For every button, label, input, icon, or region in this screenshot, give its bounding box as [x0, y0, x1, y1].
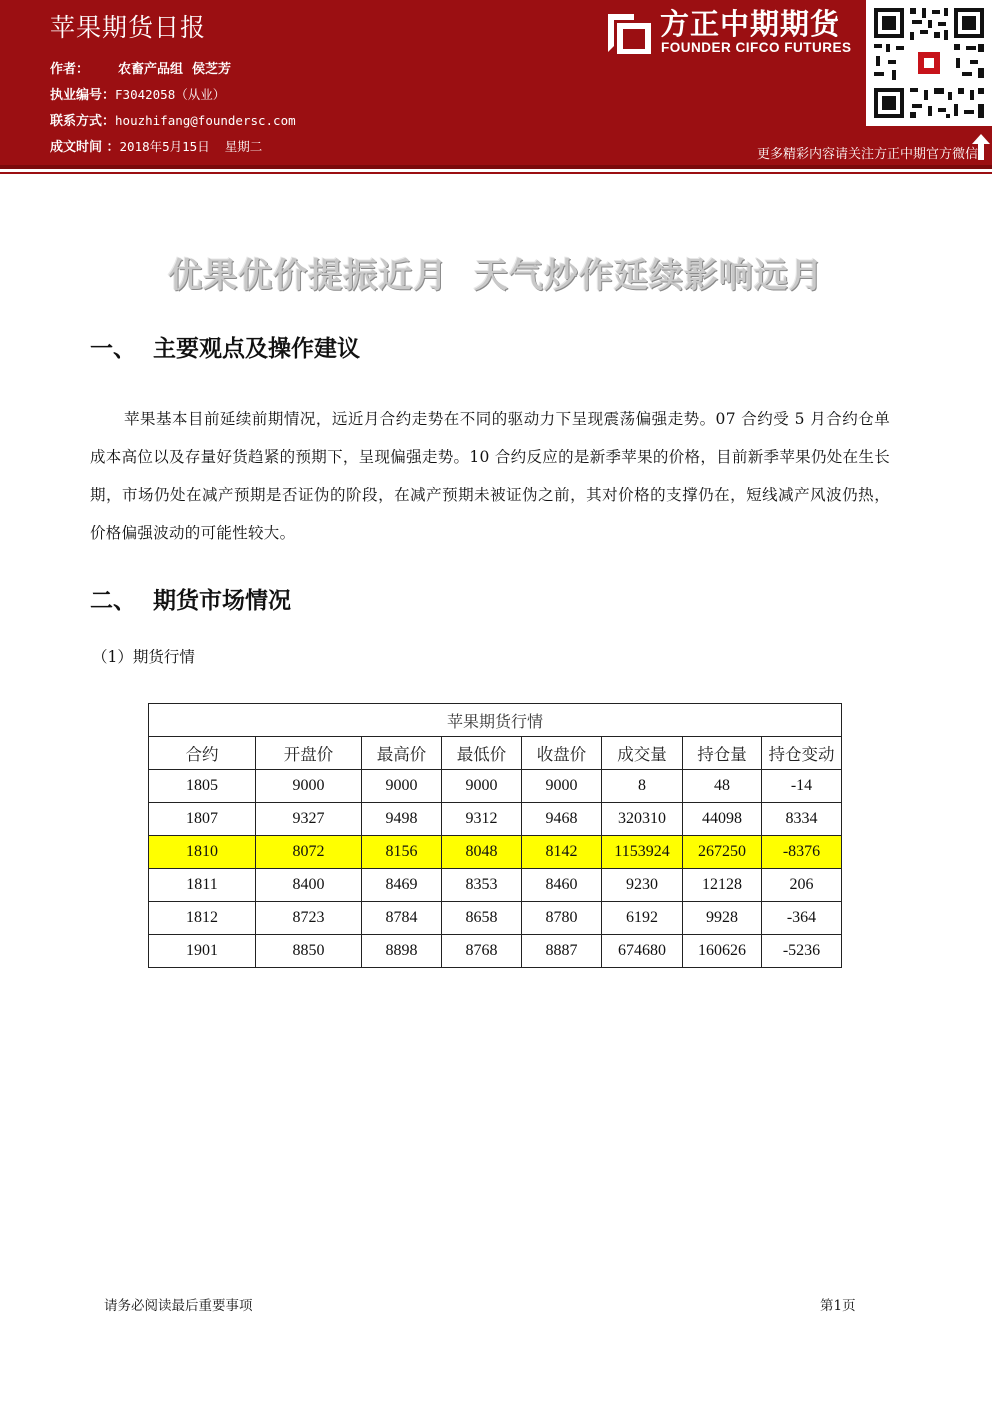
col-header: 成交量 — [602, 737, 683, 770]
table-cell: 8723 — [256, 902, 362, 935]
col-header: 最高价 — [362, 737, 442, 770]
table-cell: 9000 — [442, 770, 522, 803]
table-cell: 8353 — [442, 869, 522, 902]
table-cell: 48 — [683, 770, 762, 803]
table-cell: 8142 — [522, 836, 602, 869]
col-header: 持仓变动 — [762, 737, 842, 770]
contact-label: 联系方式： — [50, 114, 116, 129]
section-1-body: 苹果基本目前延续前期情况，远近月合约走势在不同的驱动力下呈现震荡偏强走势。07 合约受 5 月合约仓单成本高位以及存量好货趋紧的预期下，呈现偏强走势。10 合约反应的是新季苹果的价格，目前新季苹果仍处在生长期，市场仍处在减产预期是否证伪的阶段，在减产预期未被证伪之前，其对价格的支撑仍在，短线减产风波仍热，价格偏强波动的可能性较大。 — [90, 410, 890, 542]
follow-wechat-text: 更多精彩内容请关注方正中期官方微信 — [756, 147, 978, 162]
table-row — [149, 869, 842, 902]
date-value: 2018年5月15日 星期二 — [119, 139, 263, 154]
author-value: 农畜产品组 侯芝芳 — [118, 62, 232, 77]
date-label: 成文时间 ： — [50, 140, 120, 155]
table-cell: 267250 — [683, 836, 762, 869]
table-cell: 6192 — [602, 902, 683, 935]
table-cell: 206 — [762, 869, 842, 902]
table-cell: 9000 — [522, 770, 602, 803]
table-cell: 8048 — [442, 836, 522, 869]
table-cell: -14 — [762, 770, 842, 803]
table-cell: 9468 — [522, 803, 602, 836]
table-cell: 9000 — [362, 770, 442, 803]
table-cell: 1153924 — [602, 836, 683, 869]
table-cell: 9000 — [256, 770, 362, 803]
section-2-title: 期货市场情况 — [153, 588, 291, 614]
table-cell: 12128 — [683, 869, 762, 902]
table-cell: 9327 — [256, 803, 362, 836]
table-cell: 8334 — [762, 803, 842, 836]
page-number: 第1页 — [820, 1298, 856, 1314]
contact-line — [50, 110, 296, 129]
contract-cell: 1901 — [149, 935, 256, 968]
table-cell: 674680 — [602, 935, 683, 968]
table-row — [149, 935, 842, 968]
table-cell: 9928 — [683, 902, 762, 935]
license-value: F3042058（从业） — [115, 87, 226, 102]
logo-english-name: FOUNDER CIFCO FUTURES — [661, 40, 852, 55]
table-row — [149, 803, 842, 836]
table-cell: -8376 — [762, 836, 842, 869]
col-header: 持仓量 — [683, 737, 762, 770]
contract-cell: 1812 — [149, 902, 256, 935]
table-cell: 8400 — [256, 869, 362, 902]
table-cell: 320310 — [602, 803, 683, 836]
table-cell: 8658 — [442, 902, 522, 935]
table-cell: -5236 — [762, 935, 842, 968]
table-cell: 9498 — [362, 803, 442, 836]
section-1-number: 一、 — [90, 336, 136, 362]
contact-value[interactable]: houzhifang@foundersc.com — [115, 113, 296, 128]
logo-chinese-name: 方正中期期货 — [660, 7, 841, 41]
table-cell: 8898 — [362, 935, 442, 968]
subsection-futures-quotes: （1）期货行情 — [92, 648, 195, 666]
section-1-title: 主要观点及操作建议 — [153, 336, 360, 362]
arrow-up-icon — [972, 134, 990, 160]
header-divider-thin — [0, 172, 992, 174]
table-row — [149, 836, 842, 869]
col-header: 开盘价 — [256, 737, 362, 770]
table-row — [149, 770, 842, 803]
contract-cell: 1811 — [149, 869, 256, 902]
table-cell: 9312 — [442, 803, 522, 836]
table-cell: 8072 — [256, 836, 362, 869]
col-header: 最低价 — [442, 737, 522, 770]
document-title: 优果优价提振近月 天气炒作延续影响远月 — [168, 256, 824, 296]
date-line — [50, 136, 262, 155]
apple-futures-quote-table — [148, 703, 842, 968]
contract-cell: 1810 — [149, 836, 256, 869]
table-cell: 44098 — [683, 803, 762, 836]
table-cell: 8 — [602, 770, 683, 803]
table-caption: 苹果期货行情 — [149, 704, 842, 737]
table-cell: 8887 — [522, 935, 602, 968]
table-cell: 9230 — [602, 869, 683, 902]
license-label: 执业编号： — [50, 88, 116, 103]
table-cell: 160626 — [683, 935, 762, 968]
section-2-number: 二、 — [90, 588, 136, 614]
author-line — [50, 58, 231, 77]
header-divider — [0, 165, 992, 169]
table-cell: 8156 — [362, 836, 442, 869]
table-cell: 8768 — [442, 935, 522, 968]
table-cell: 8850 — [256, 935, 362, 968]
report-title: 苹果期货日报 — [50, 13, 207, 42]
table-header-row — [149, 737, 842, 770]
table-cell: 8780 — [522, 902, 602, 935]
contract-cell: 1807 — [149, 803, 256, 836]
footer-notice: 请务必阅读最后重要事项 — [104, 1298, 253, 1314]
col-header: 收盘价 — [522, 737, 602, 770]
author-label: 作者： — [50, 62, 90, 77]
founder-logo-icon — [604, 6, 652, 54]
contract-cell: 1805 — [149, 770, 256, 803]
table-row — [149, 902, 842, 935]
license-line — [50, 84, 225, 103]
table-cell: -364 — [762, 902, 842, 935]
table-cell: 8784 — [362, 902, 442, 935]
section-2-heading — [90, 582, 291, 615]
table-cell: 8469 — [362, 869, 442, 902]
col-header: 合约 — [149, 737, 256, 770]
qr-code-icon — [866, 0, 992, 126]
table-cell: 8460 — [522, 869, 602, 902]
section-1-heading — [90, 330, 360, 363]
